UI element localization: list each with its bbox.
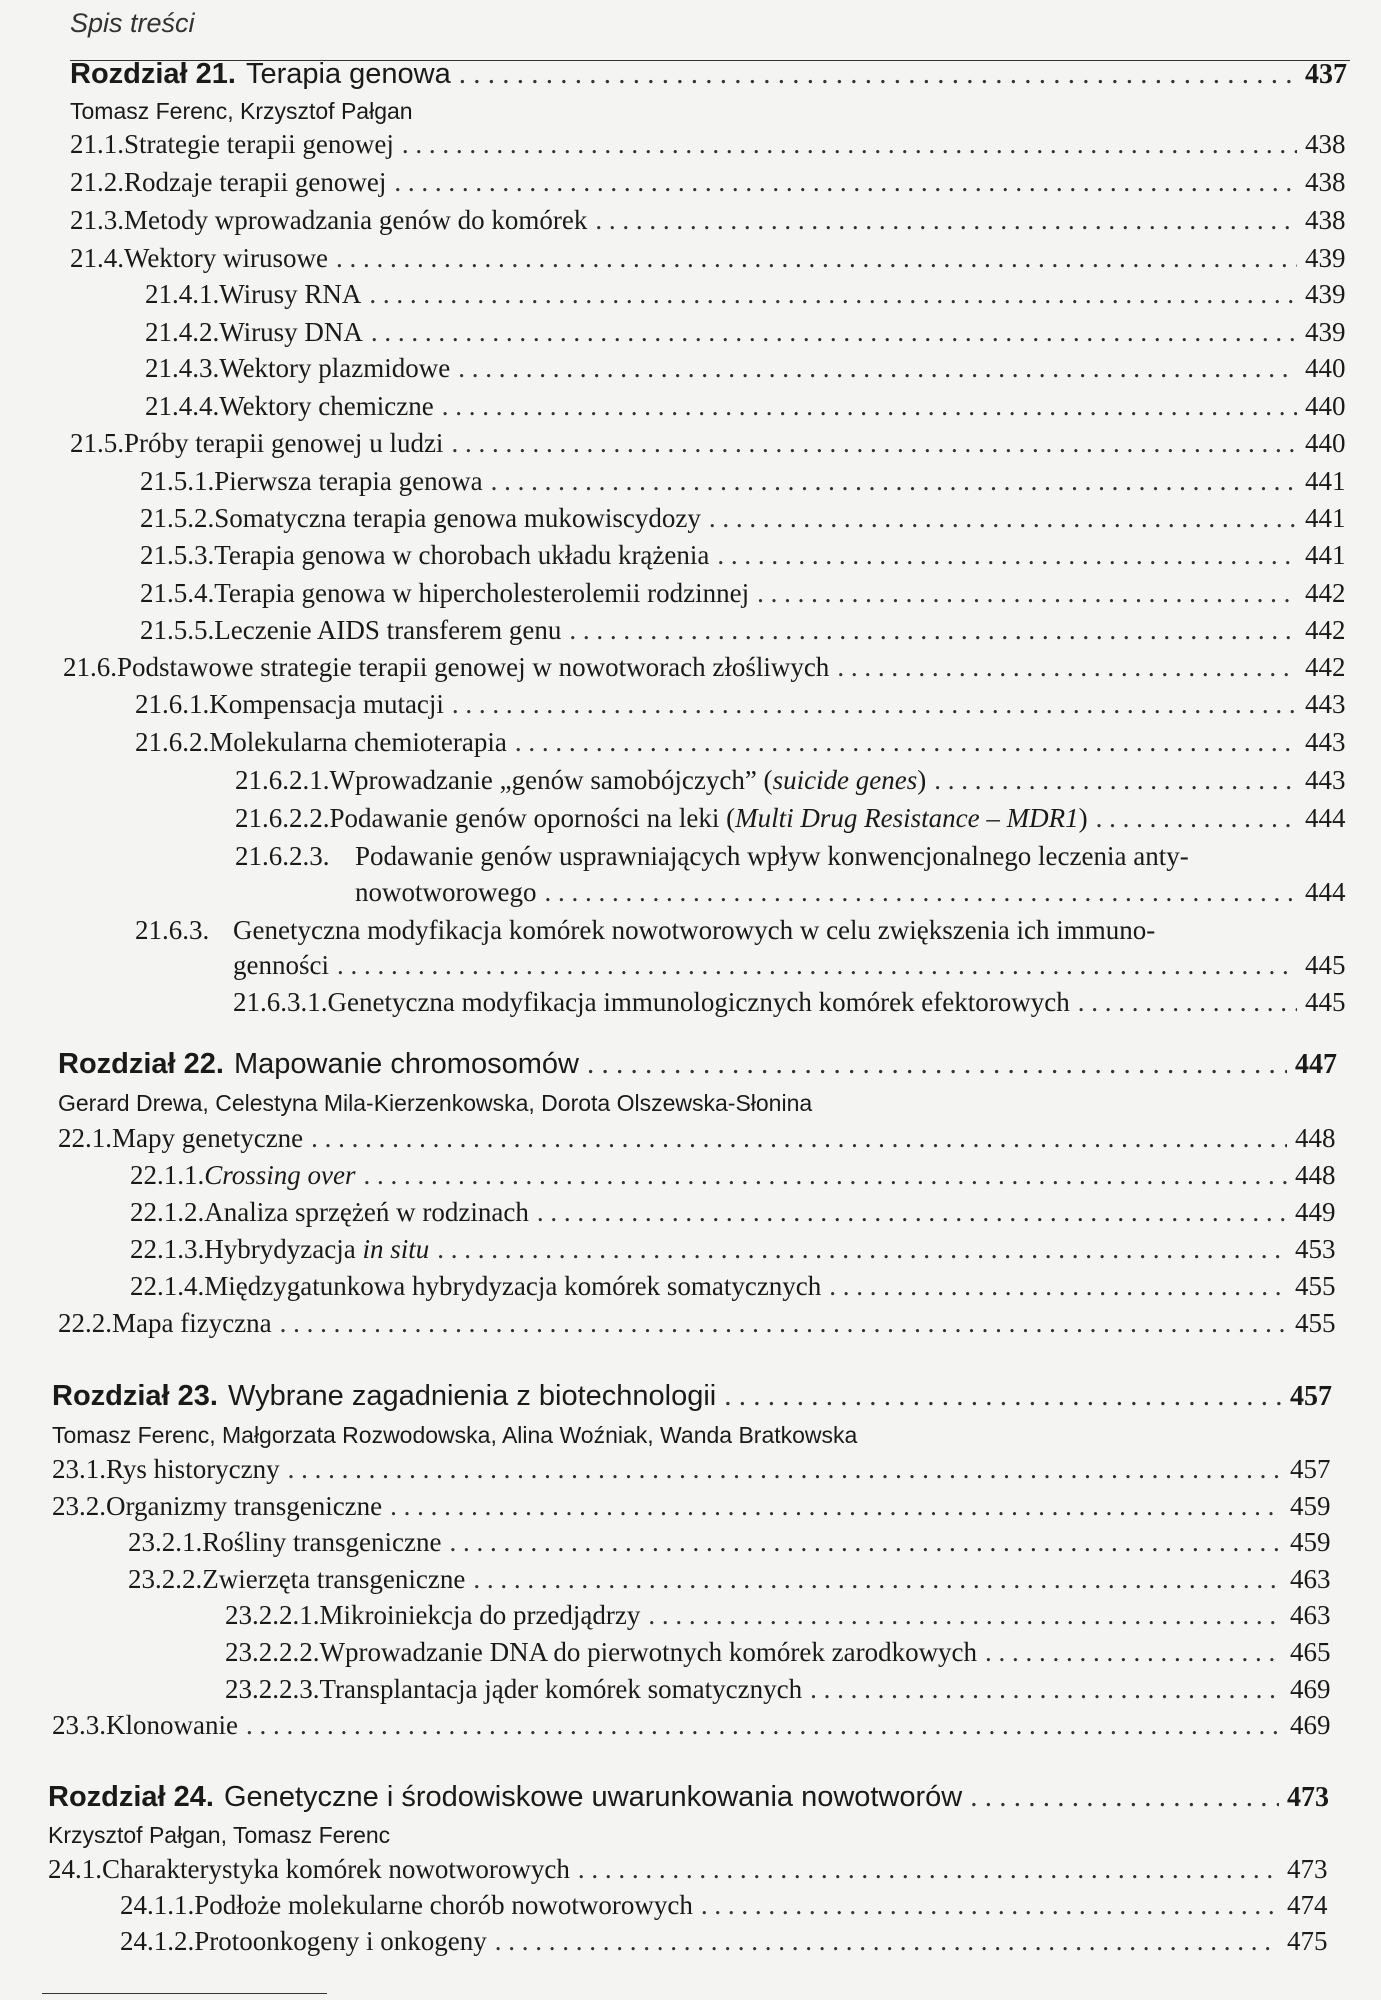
toc-entry[interactable] bbox=[140, 502, 1345, 534]
page-number: 438 bbox=[1305, 167, 1346, 197]
page-number: 439 bbox=[1305, 317, 1346, 347]
section-number: 21.6.2.1. bbox=[235, 765, 330, 795]
toc-entry[interactable] bbox=[63, 651, 1345, 683]
page-number: 440 bbox=[1305, 353, 1346, 383]
page-number: 443 bbox=[1305, 689, 1346, 719]
chapter-page-number: 447 bbox=[1295, 1049, 1337, 1080]
page-number: 474 bbox=[1287, 1890, 1328, 1920]
section-number: 21.5.3. bbox=[140, 540, 215, 570]
dot-leader bbox=[394, 166, 1297, 198]
section-title: Organizmy transgeniczne bbox=[106, 1491, 383, 1521]
section-title: Charakterystyka komórek nowotworowych bbox=[102, 1854, 570, 1884]
italic-term: Multi Drug Resistance – MDR1 bbox=[735, 803, 1079, 833]
toc-entry[interactable] bbox=[70, 128, 1345, 160]
section-number: 22.1.3. bbox=[130, 1234, 205, 1264]
section-number: 21.6. bbox=[63, 652, 117, 682]
dot-leader bbox=[757, 577, 1297, 609]
section-title: Terapia genowa w hipercholesterolemii rodzinnej bbox=[214, 578, 750, 608]
dot-leader bbox=[701, 1889, 1279, 1921]
dot-leader bbox=[280, 1307, 1287, 1339]
dot-leader bbox=[717, 539, 1297, 571]
section-title: Rys historyczny bbox=[106, 1454, 280, 1484]
section-number: 22.1. bbox=[58, 1123, 112, 1153]
section-number: 21.6.1. bbox=[135, 689, 210, 719]
chapter-label: Rozdział 24. bbox=[48, 1781, 214, 1813]
toc-entry[interactable] bbox=[233, 949, 1345, 981]
chapter-heading[interactable] bbox=[52, 1380, 1330, 1413]
section-number: 23.2.2.3. bbox=[225, 1674, 320, 1704]
dot-leader bbox=[934, 764, 1297, 796]
toc-entry[interactable] bbox=[70, 204, 1345, 236]
italic-term: in situ bbox=[362, 1234, 430, 1264]
section-title: Protoonkogeny i onkogeny bbox=[194, 1926, 487, 1956]
dot-leader bbox=[595, 204, 1297, 236]
dot-leader bbox=[724, 1380, 1282, 1412]
section-number: 21.6.2. bbox=[135, 727, 210, 757]
section-title: Podstawowe strategie terapii genowej w nowotworach złośliwych bbox=[117, 652, 830, 682]
section-title: Leczenie AIDS transferem genu bbox=[214, 615, 562, 645]
section-number: 23.2.1. bbox=[128, 1527, 203, 1557]
section-number: 24.1. bbox=[48, 1854, 102, 1884]
section-title: Wirusy DNA bbox=[219, 317, 363, 347]
page-number: 442 bbox=[1305, 652, 1346, 682]
section-number: 21.6.3. bbox=[135, 915, 210, 945]
section-title: Międzygatunkowa hybrydyzacja komórek somatycznych bbox=[204, 1271, 822, 1301]
italic-term: suicide genes bbox=[772, 765, 918, 795]
section-title: Rodzaje terapii genowej bbox=[124, 167, 387, 197]
page-number: 475 bbox=[1287, 1926, 1328, 1956]
section-number: 23.3. bbox=[52, 1710, 106, 1740]
section-number: 21.2. bbox=[70, 167, 124, 197]
dot-leader bbox=[544, 876, 1297, 908]
section-title: Transplantacja jąder komórek somatycznych bbox=[319, 1674, 803, 1704]
dot-leader bbox=[515, 726, 1297, 758]
dot-leader bbox=[495, 1925, 1279, 1957]
dot-leader bbox=[459, 58, 1297, 90]
section-title: Analiza sprzężeń w rodzinach bbox=[204, 1197, 529, 1227]
section-title: Rośliny transgeniczne bbox=[202, 1527, 442, 1557]
section-title: Podłoże molekularne chorób nowotworowych bbox=[194, 1890, 693, 1920]
toc-entry[interactable] bbox=[130, 1233, 1335, 1265]
dot-leader bbox=[451, 427, 1297, 459]
chapter-authors: Gerard Drewa, Celestyna Mila-Kierzenkowska, Dorota Olszewska-Słonina bbox=[58, 1090, 813, 1116]
dot-leader bbox=[458, 352, 1297, 384]
dot-leader bbox=[985, 1636, 1282, 1668]
page-number: 469 bbox=[1290, 1674, 1331, 1704]
chapter-authors: Tomasz Ferenc, Małgorzata Rozwodowska, Alina Woźniak, Wanda Bratkowska bbox=[52, 1422, 858, 1448]
section-title: Mapy genetyczne bbox=[112, 1123, 304, 1153]
toc-entry[interactable] bbox=[235, 802, 1345, 834]
toc-entry[interactable] bbox=[70, 242, 1345, 274]
section-number: 21.5.2. bbox=[140, 503, 215, 533]
toc-entry[interactable] bbox=[58, 1122, 1335, 1154]
chapter-authors: Krzysztof Pałgan, Tomasz Ferenc bbox=[48, 1822, 391, 1848]
toc-entry[interactable] bbox=[128, 1563, 1330, 1595]
section-number: 23.2.2.1. bbox=[225, 1600, 320, 1630]
section-title: Molekularna chemioterapia bbox=[209, 727, 507, 757]
section-title: Wektory plazmidowe bbox=[219, 353, 451, 383]
toc-entry-first-line[interactable] bbox=[135, 914, 1155, 946]
section-number: 21.6.2.2. bbox=[235, 803, 330, 833]
chapter-authors: Tomasz Ferenc, Krzysztof Pałgan bbox=[70, 98, 413, 124]
dot-leader bbox=[709, 502, 1297, 534]
page-number: 438 bbox=[1305, 205, 1346, 235]
dot-leader bbox=[1078, 986, 1297, 1018]
toc-entry[interactable] bbox=[145, 278, 1345, 310]
section-title-continued: nowotworowego bbox=[355, 877, 537, 907]
dot-leader bbox=[491, 465, 1297, 497]
section-title: Klonowanie bbox=[106, 1710, 238, 1740]
section-number: 21.4. bbox=[70, 243, 124, 273]
dot-leader bbox=[970, 1781, 1279, 1813]
page-number: 459 bbox=[1290, 1491, 1331, 1521]
dot-leader bbox=[1096, 802, 1297, 834]
section-title: Terapia genowa w chorobach układu krążenia bbox=[214, 540, 710, 570]
toc-entry[interactable] bbox=[140, 614, 1345, 646]
section-title: Mikroiniekcja do przedjądrzy bbox=[319, 1600, 641, 1630]
page-number: 440 bbox=[1305, 428, 1346, 458]
page-number: 444 bbox=[1305, 803, 1346, 833]
section-number: 23.2.2. bbox=[128, 1564, 203, 1594]
dot-leader bbox=[569, 614, 1297, 646]
toc-entry[interactable] bbox=[235, 764, 1345, 796]
chapter-title: Wybrane zagadnienia z biotechnologii bbox=[228, 1380, 717, 1412]
chapter-label: Rozdział 22. bbox=[58, 1048, 224, 1080]
toc-entry[interactable] bbox=[70, 166, 1345, 198]
section-number: 23.2.2.2. bbox=[225, 1637, 320, 1667]
section-number: 21.3. bbox=[70, 205, 124, 235]
section-title: Wprowadzanie „genów samobójczych” (suicide genes) bbox=[329, 765, 927, 795]
section-number: 21.5.5. bbox=[140, 615, 215, 645]
page-number: 455 bbox=[1295, 1308, 1336, 1338]
page-number: 455 bbox=[1295, 1271, 1336, 1301]
dot-leader bbox=[390, 1490, 1282, 1522]
toc-entry[interactable] bbox=[355, 876, 1345, 908]
dot-leader bbox=[311, 1122, 1287, 1154]
section-title: Genetyczna modyfikacja komórek nowotworowych w celu zwiększenia ich immuno- bbox=[233, 915, 1156, 945]
section-number: 23.2. bbox=[52, 1491, 106, 1521]
chapter-heading[interactable] bbox=[58, 1048, 1335, 1081]
dot-leader bbox=[829, 1270, 1287, 1302]
dot-leader bbox=[371, 316, 1297, 348]
section-number: 21.4.3. bbox=[145, 353, 220, 383]
page-number: 440 bbox=[1305, 391, 1346, 421]
dot-leader bbox=[587, 1048, 1287, 1080]
page-number: 439 bbox=[1305, 279, 1346, 309]
chapter-title: Mapowanie chromosomów bbox=[234, 1048, 579, 1080]
toc-entry[interactable] bbox=[70, 427, 1345, 459]
toc-entry[interactable] bbox=[135, 726, 1345, 758]
dot-leader bbox=[336, 242, 1297, 274]
page-number: 459 bbox=[1290, 1527, 1331, 1557]
chapter-page-number: 437 bbox=[1305, 59, 1347, 90]
page-number: 469 bbox=[1290, 1710, 1331, 1740]
dot-leader bbox=[578, 1853, 1279, 1885]
section-number: 23.1. bbox=[52, 1454, 106, 1484]
chapter-heading[interactable] bbox=[70, 58, 1345, 91]
page-number: 441 bbox=[1305, 503, 1346, 533]
dot-leader bbox=[442, 390, 1297, 422]
toc-entry[interactable] bbox=[58, 1307, 1335, 1339]
section-number: 21.4.4. bbox=[145, 391, 220, 421]
page-number: 463 bbox=[1290, 1600, 1331, 1630]
dot-leader bbox=[473, 1563, 1282, 1595]
toc-entry[interactable] bbox=[135, 688, 1345, 720]
section-title: Podawanie genów oporności na leki (Multi Drug Resistance – MDR1) bbox=[329, 803, 1088, 833]
section-title: Wirusy RNA bbox=[219, 279, 362, 309]
chapter-page-number: 473 bbox=[1287, 1782, 1329, 1813]
page-number: 443 bbox=[1305, 765, 1346, 795]
page-number: 445 bbox=[1305, 950, 1346, 980]
dot-leader bbox=[337, 949, 1297, 981]
page-number: 439 bbox=[1305, 243, 1346, 273]
section-title: Próby terapii genowej u ludzi bbox=[124, 428, 444, 458]
dot-leader bbox=[537, 1196, 1287, 1228]
toc-entry[interactable] bbox=[145, 390, 1345, 422]
dot-leader bbox=[437, 1233, 1287, 1265]
chapter-label: Rozdział 21. bbox=[70, 58, 236, 90]
section-number: 21.5.4. bbox=[140, 578, 215, 608]
toc-entry[interactable] bbox=[225, 1599, 1330, 1631]
section-number: 22.1.2. bbox=[130, 1197, 205, 1227]
dot-leader bbox=[364, 1159, 1287, 1191]
section-number: 22.1.4. bbox=[130, 1271, 205, 1301]
toc-entry[interactable] bbox=[140, 539, 1345, 571]
chapter-heading[interactable] bbox=[48, 1781, 1327, 1814]
page-number: 448 bbox=[1295, 1160, 1336, 1190]
toc-entry-first-line[interactable] bbox=[235, 840, 1189, 872]
chapter-page-number: 457 bbox=[1290, 1381, 1332, 1412]
page-number: 442 bbox=[1305, 578, 1346, 608]
toc-entry[interactable] bbox=[52, 1709, 1330, 1741]
toc-entry[interactable] bbox=[225, 1673, 1330, 1705]
chapter-label: Rozdział 23. bbox=[52, 1380, 218, 1412]
section-title: Hybrydyzacja in situ bbox=[204, 1234, 430, 1264]
page-number: 473 bbox=[1287, 1854, 1328, 1884]
toc-entry[interactable] bbox=[233, 986, 1345, 1018]
page-number: 438 bbox=[1305, 129, 1346, 159]
section-number: 21.4.1. bbox=[145, 279, 220, 309]
dot-leader bbox=[837, 651, 1297, 683]
page-number: 448 bbox=[1295, 1123, 1336, 1153]
page-number: 441 bbox=[1305, 540, 1346, 570]
toc-entry[interactable] bbox=[140, 577, 1345, 609]
dot-leader bbox=[402, 128, 1297, 160]
section-title: Pierwsza terapia genowa bbox=[214, 466, 483, 496]
page-number: 442 bbox=[1305, 615, 1346, 645]
toc-entry[interactable] bbox=[145, 352, 1345, 384]
section-title: Wektory chemiczne bbox=[219, 391, 434, 421]
italic-term: Crossing over bbox=[204, 1160, 356, 1190]
section-title: Strategie terapii genowej bbox=[124, 129, 394, 159]
section-number: 24.1.2. bbox=[120, 1926, 195, 1956]
page-number: 465 bbox=[1290, 1637, 1331, 1667]
toc-entry[interactable] bbox=[145, 316, 1345, 348]
page-number: 453 bbox=[1295, 1234, 1336, 1264]
section-number: 21.1. bbox=[70, 129, 124, 159]
section-number: 24.1.1. bbox=[120, 1890, 195, 1920]
page-number: 441 bbox=[1305, 466, 1346, 496]
section-title: Wektory wirusowe bbox=[124, 243, 329, 273]
toc-entry[interactable] bbox=[48, 1853, 1327, 1885]
dot-leader bbox=[369, 278, 1297, 310]
section-title: Genetyczna modyfikacja immunologicznych komórek efektorowych bbox=[327, 987, 1070, 1017]
dot-leader bbox=[452, 688, 1297, 720]
toc-entry[interactable] bbox=[52, 1490, 1330, 1522]
section-title: Mapa fizyczna bbox=[112, 1308, 272, 1338]
section-title: Somatyczna terapia genowa mukowiscydozy bbox=[214, 503, 701, 533]
toc-entry[interactable] bbox=[128, 1526, 1330, 1558]
footer-rule bbox=[42, 1993, 327, 1994]
section-number: 22.1.1. bbox=[130, 1160, 205, 1190]
section-number: 22.2. bbox=[58, 1308, 112, 1338]
section-title: Wprowadzanie DNA do pierwotnych komórek zarodkowych bbox=[319, 1637, 978, 1667]
page-number: 445 bbox=[1305, 987, 1346, 1017]
page-number: 457 bbox=[1290, 1454, 1331, 1484]
toc-entry[interactable] bbox=[140, 465, 1345, 497]
section-title: Kompensacja mutacji bbox=[209, 689, 444, 719]
section-number: 21.4.2. bbox=[145, 317, 220, 347]
toc-entry[interactable] bbox=[130, 1196, 1335, 1228]
section-title: Podawanie genów usprawniających wpływ konwencjonalnego leczenia anty- bbox=[355, 841, 1189, 871]
toc-entry[interactable] bbox=[130, 1159, 1335, 1191]
section-number: 21.6.2.3. bbox=[235, 841, 330, 871]
dot-leader bbox=[246, 1709, 1282, 1741]
chapter-title: Terapia genowa bbox=[246, 58, 451, 90]
page-number: 463 bbox=[1290, 1564, 1331, 1594]
toc-entry[interactable] bbox=[52, 1453, 1330, 1485]
chapter-title: Genetyczne i środowiskowe uwarunkowania nowotworów bbox=[224, 1781, 963, 1813]
toc-entry[interactable] bbox=[120, 1925, 1327, 1957]
section-title: Metody wprowadzania genów do komórek bbox=[124, 205, 588, 235]
page-number: 449 bbox=[1295, 1197, 1336, 1227]
section-title bbox=[204, 1159, 355, 1191]
page-number: 443 bbox=[1305, 727, 1346, 757]
toc-entry[interactable] bbox=[225, 1636, 1330, 1668]
dot-leader bbox=[810, 1673, 1282, 1705]
toc-entry[interactable] bbox=[130, 1270, 1335, 1302]
toc-entry[interactable] bbox=[120, 1889, 1327, 1921]
section-title: Zwierzęta transgeniczne bbox=[202, 1564, 466, 1594]
dot-leader bbox=[449, 1526, 1282, 1558]
page-number: 444 bbox=[1305, 877, 1346, 907]
section-title-continued: genności bbox=[233, 950, 329, 980]
section-number: 21.5.1. bbox=[140, 466, 215, 496]
dot-leader bbox=[288, 1453, 1282, 1485]
section-number: 21.6.3.1. bbox=[233, 987, 328, 1017]
running-header: Spis treści bbox=[70, 8, 195, 38]
section-number: 21.5. bbox=[70, 428, 124, 458]
dot-leader bbox=[648, 1599, 1282, 1631]
